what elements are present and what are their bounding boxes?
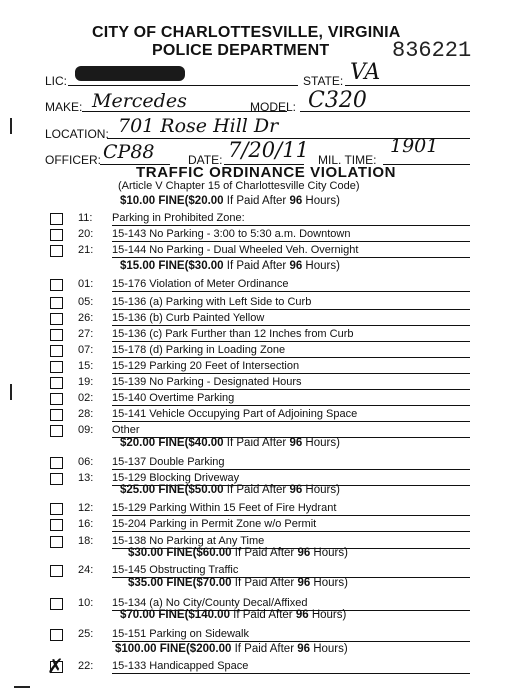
license-redaction [75,66,185,81]
fine-late-text: If Paid After [231,577,298,589]
fine-late-amount: ($140.00 [184,609,230,621]
violation-underline [112,257,470,258]
violation-description: 15-144 No Parking - Dual Wheeled Veh. Overnight [112,244,359,256]
fine-late-text: If Paid After [223,195,290,207]
fine-late-amount: ($70.00 [192,577,232,589]
violation-checkbox[interactable] [50,213,63,225]
violation-code: 19: [78,376,94,388]
violation-checkbox[interactable] [50,473,63,485]
fine-late-text: If Paid After [231,547,298,559]
violation-code: 20: [78,228,94,240]
violation-checkbox[interactable] [50,457,63,469]
fine-hours: 96 [295,609,309,621]
violation-description: 15-145 Obstructing Traffic [112,564,239,576]
fine-late-text: If Paid After [223,260,290,272]
violation-checkbox[interactable] [50,229,63,241]
violation-code: 07: [78,344,94,356]
fine-hours: 96 [289,437,303,449]
violation-checkbox[interactable] [50,361,63,373]
location-value[interactable]: 701 Rose Hill Dr [118,115,279,137]
violation-description: Other [112,424,140,436]
fine-hours-suffix: Hours) [302,260,340,272]
state-field-line [345,85,470,86]
fine-fine-amount: $35.00 FINE [128,577,193,589]
violation-description: 15-136 (c) Park Further than 12 Inches from Curb [112,328,354,340]
margin-mark [10,384,12,400]
violation-description: 15-138 No Parking at Any Time [112,535,265,547]
state-value[interactable]: VA [350,60,381,85]
violation-checkbox[interactable] [50,519,63,531]
violation-checkbox[interactable] [50,377,63,389]
officer-label: OFFICER: [45,153,101,167]
make-label: MAKE: [45,100,83,114]
fine-header [120,484,340,496]
fine-late-amount: ($30.00 [184,260,224,272]
violation-underline [112,641,470,642]
lic-field-line[interactable] [68,85,298,86]
fine-header [120,195,340,207]
violation-description: 15-176 Violation of Meter Ordinance [112,278,289,290]
violation-code: 11: [78,212,93,224]
fine-late-amount: ($20.00 [184,195,224,207]
violation-checkbox[interactable] [50,313,63,325]
violation-underline [112,469,470,470]
violation-underline [112,531,470,532]
violation-code: 10: [78,597,94,609]
violation-checkbox[interactable] [50,536,63,548]
fine-fine-amount: $70.00 FINE [120,609,185,621]
fine-hours: 96 [297,643,311,655]
ticket-serial-number: 836221 [392,38,472,63]
violation-code: 27: [78,328,94,340]
violation-description: 15-204 Parking in Permit Zone w/o Permit [112,518,317,530]
violation-checkbox[interactable] [50,245,63,257]
violation-code: 22: [78,660,94,672]
violation-underline [112,373,470,374]
fine-hours: 96 [297,547,311,559]
violation-code: 18: [78,535,94,547]
violation-checkbox[interactable] [50,503,63,515]
violation-description: 15-178 (d) Parking in Loading Zone [112,344,286,356]
violation-code: 01: [78,278,94,290]
location-label: LOCATION: [45,127,109,141]
violation-underline [112,241,470,242]
date-label: DATE: [188,153,223,167]
violation-description: 15-136 (b) Curb Painted Yellow [112,312,265,324]
fine-hours-suffix: Hours) [310,547,348,559]
fine-hours: 96 [289,484,303,496]
fine-hours-suffix: Hours) [308,609,347,621]
fine-hours-suffix: Hours) [302,195,340,207]
form-title-city: CITY OF CHARLOTTESVILLE, VIRGINIA [92,24,401,41]
fine-hours-suffix: Hours) [302,437,340,449]
violation-checkbox[interactable] [50,409,63,421]
fine-late-text: If Paid After [229,609,296,621]
violation-description: 15-141 Vehicle Occupying Part of Adjoining Space [112,408,358,420]
fine-late-amount: ($60.00 [192,547,232,559]
violation-code: 24: [78,564,94,576]
violation-code: 02: [78,392,94,404]
violation-underline [112,309,470,310]
fine-late-amount: ($200.00 [185,643,232,655]
violation-underline [112,225,470,226]
fine-hours: 96 [289,195,303,207]
violation-description: 15-133 Handicapped Space [112,660,249,672]
violation-code: 25: [78,628,94,640]
make-value[interactable]: Mercedes [92,90,187,112]
violation-checkbox[interactable] [50,345,63,357]
violation-code: 28: [78,408,94,420]
fine-hours: 96 [289,260,303,272]
time-value[interactable]: 1901 [390,135,439,157]
margin-mark [14,686,30,688]
date-value[interactable]: 7/20/11 [228,138,309,162]
violation-description: 15-143 No Parking - 3:00 to 5:30 a.m. Downtown [112,228,351,240]
fine-fine-amount: $30.00 FINE [128,547,193,559]
violation-checkbox[interactable] [50,279,63,291]
violation-description: 15-139 No Parking - Designated Hours [112,376,302,388]
fine-header [120,609,346,621]
fine-late-text: If Paid After [223,484,290,496]
form-title-department: POLICE DEPARTMENT [152,42,330,59]
violation-code: 26: [78,312,94,324]
violation-checkbox[interactable] [50,565,63,577]
lic-label: LIC: [45,74,68,88]
violation-underline [112,421,470,422]
violation-code: 12: [78,502,94,514]
fine-hours-suffix: Hours) [310,643,348,655]
violation-underline [112,341,470,342]
violation-code: 21: [78,244,94,256]
violation-title: TRAFFIC ORDINANCE VIOLATION [136,164,397,181]
violation-code: 15: [78,360,94,372]
violation-description: Parking in Prohibited Zone: [112,212,245,224]
fine-header [128,547,348,559]
model-label: MODEL: [250,100,297,114]
fine-late-amount: ($50.00 [184,484,224,496]
violation-underline [112,673,470,674]
model-value[interactable]: C320 [308,88,367,113]
fine-header [128,577,348,589]
violation-code: 13: [78,472,94,484]
violation-description: 15-134 (a) No City/County Decal/Affixed [112,597,308,609]
violation-underline [112,325,470,326]
fine-fine-amount: $100.00 FINE [115,643,186,655]
violation-code: 09: [78,424,94,436]
check-x-icon: ✗ [47,654,64,678]
violation-description: 15-136 (a) Parking with Left Side to Curb [112,296,312,308]
fine-hours: 96 [297,577,311,589]
violation-description: 15-129 Blocking Driveway [112,472,240,484]
violation-underline [112,357,470,358]
violation-description: 15-151 Parking on Sidewalk [112,628,249,640]
officer-value[interactable]: CP88 [103,141,155,163]
fine-fine-amount: $25.00 FINE [120,484,185,496]
violation-underline [112,291,470,292]
violation-underline [112,405,470,406]
violation-description: 15-137 Double Parking [112,456,225,468]
fine-fine-amount: $20.00 FINE [120,437,185,449]
fine-header [120,437,340,449]
fine-hours-suffix: Hours) [310,577,348,589]
fine-hours-suffix: Hours) [302,484,340,496]
violation-checkbox[interactable] [50,629,63,641]
fine-header [115,643,348,655]
fine-late-text: If Paid After [231,643,298,655]
violation-checkbox[interactable] [50,598,63,610]
violation-code: 16: [78,518,94,530]
fine-fine-amount: $10.00 FINE [120,195,185,207]
violation-subtitle: (Article V Chapter 15 of Charlottesville City Code) [118,180,360,192]
violation-description: 15-129 Parking Within 15 Feet of Fire Hydrant [112,502,337,514]
model-field-line [300,111,470,112]
violation-underline [112,515,470,516]
violation-checkbox[interactable] [50,329,63,341]
fine-late-amount: ($40.00 [184,437,224,449]
state-label: STATE: [303,74,344,88]
violation-checkbox[interactable] [50,393,63,405]
violation-code: 05: [78,296,94,308]
violation-checkbox[interactable] [50,425,63,437]
fine-fine-amount: $15.00 FINE [120,260,185,272]
violation-underline [112,389,470,390]
violation-description: 15-129 Parking 20 Feet of Intersection [112,360,300,372]
fine-late-text: If Paid After [223,437,290,449]
violation-checkbox[interactable] [50,297,63,309]
fine-header [120,260,340,272]
violation-code: 06: [78,456,94,468]
violation-description: 15-140 Overtime Parking [112,392,235,404]
margin-mark [10,118,12,134]
time-label: MIL. TIME: [318,153,377,167]
